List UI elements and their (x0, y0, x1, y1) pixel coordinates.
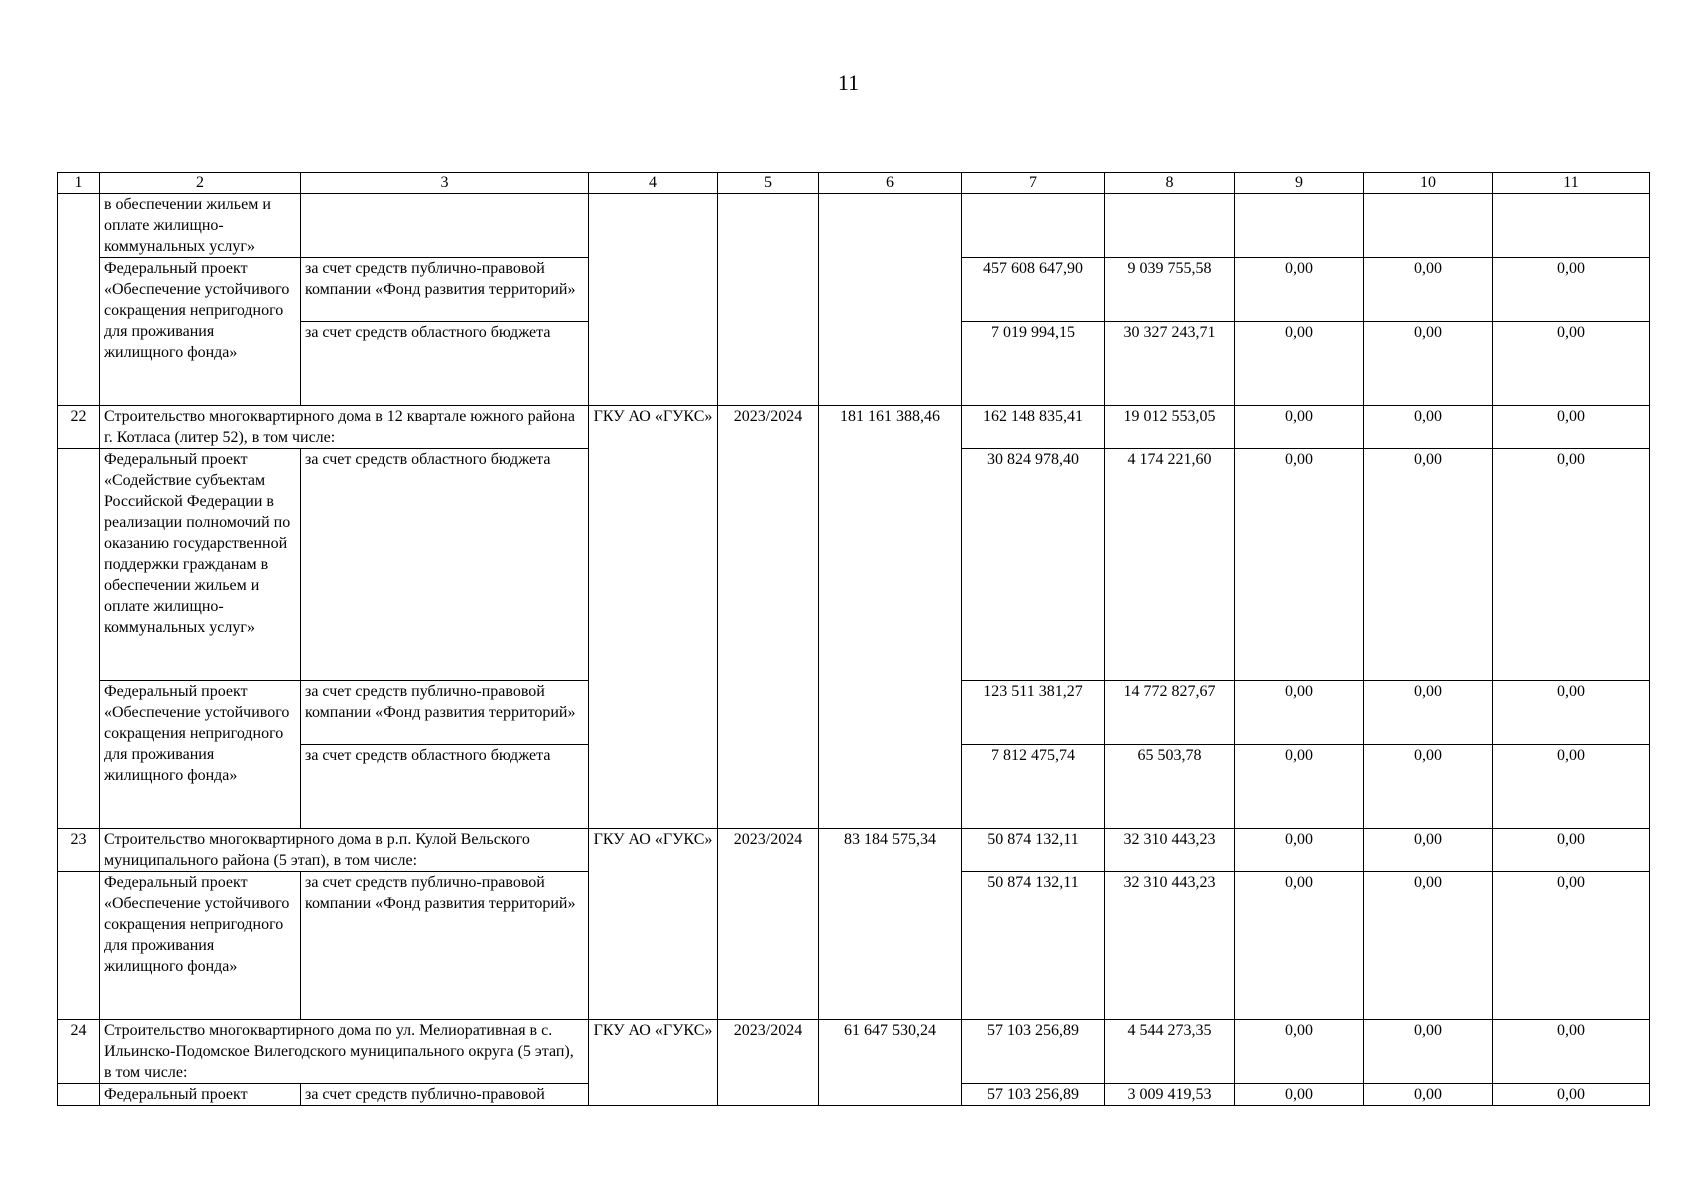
value-cell: 0,00 (1493, 406, 1650, 449)
value-cell: 0,00 (1493, 829, 1650, 872)
value-cell (1105, 194, 1235, 258)
col-header-10: 10 (1364, 173, 1493, 194)
period-cell: 2023/2024 (718, 829, 819, 1020)
value-cell (962, 194, 1105, 258)
value-cell: 0,00 (1235, 829, 1364, 872)
col-header-4: 4 (589, 173, 718, 194)
project-name-cell: в обеспечении жильем и оплате жилищно-коммунальных услуг» (100, 194, 301, 258)
row-number-cell: 23 (58, 829, 100, 872)
value-cell: 162 148 835,41 (962, 406, 1105, 449)
value-cell: 0,00 (1235, 681, 1364, 745)
value-cell (1364, 194, 1493, 258)
value-cell: 0,00 (1364, 406, 1493, 449)
row-number-cell (58, 194, 100, 406)
cost-cell (819, 194, 962, 406)
cost-cell: 181 161 388,46 (819, 406, 962, 829)
value-cell: 0,00 (1493, 258, 1650, 322)
row-number-cell (58, 449, 100, 829)
value-cell: 0,00 (1493, 681, 1650, 745)
value-cell: 0,00 (1235, 1020, 1364, 1084)
period-cell: 2023/2024 (718, 406, 819, 829)
value-cell: 9 039 755,58 (1105, 258, 1235, 322)
value-cell: 57 103 256,89 (962, 1084, 1105, 1106)
source-cell: за счет средств публично-правовой компании «Фонд развития территорий» (301, 258, 589, 322)
project-name-cell: Федеральный проект «Обеспечение устойчивого сокращения непригодного для проживания жилищного фонда» (100, 872, 301, 1020)
value-cell: 0,00 (1235, 1084, 1364, 1106)
value-cell: 32 310 443,23 (1105, 872, 1235, 1020)
page-number: 11 (837, 70, 860, 95)
value-cell: 0,00 (1364, 829, 1493, 872)
cost-cell: 61 647 530,24 (819, 1020, 962, 1106)
source-cell: за счет средств областного бюджета (301, 449, 589, 681)
value-cell: 50 874 132,11 (962, 829, 1105, 872)
source-cell (301, 194, 589, 258)
source-cell: за счет средств областного бюджета (301, 745, 589, 829)
value-cell: 0,00 (1364, 681, 1493, 745)
value-cell: 14 772 827,67 (1105, 681, 1235, 745)
value-cell: 4 174 221,60 (1105, 449, 1235, 681)
value-cell: 0,00 (1493, 1020, 1650, 1084)
project-name-cell: Федеральный проект «Содействие субъектам Российской Федерации в реализации полномочий по оказанию государственной поддержки гражданам в обеспечении жильем и оплате жилищно-коммунальных услуг» (100, 449, 301, 681)
value-cell: 50 874 132,11 (962, 872, 1105, 1020)
value-cell: 32 310 443,23 (1105, 829, 1235, 872)
value-cell: 0,00 (1493, 745, 1650, 829)
col-header-11: 11 (1493, 173, 1650, 194)
col-header-2: 2 (100, 173, 301, 194)
value-cell: 30 824 978,40 (962, 449, 1105, 681)
value-cell: 123 511 381,27 (962, 681, 1105, 745)
value-cell: 0,00 (1364, 258, 1493, 322)
customer-cell: ГКУ АО «ГУКС» (589, 406, 718, 829)
row-number-cell: 24 (58, 1020, 100, 1084)
customer-cell: ГКУ АО «ГУКС» (589, 1020, 718, 1106)
value-cell: 7 019 994,15 (962, 322, 1105, 406)
value-cell: 0,00 (1364, 1020, 1493, 1084)
value-cell: 0,00 (1493, 449, 1650, 681)
object-name-cell: Строительство многоквартирного дома в 12 квартале южного района г. Котласа (литер 52), в том числе: (100, 406, 589, 449)
col-header-9: 9 (1235, 173, 1364, 194)
value-cell: 0,00 (1364, 449, 1493, 681)
value-cell: 0,00 (1493, 872, 1650, 1020)
source-cell: за счет средств публично-правовой компании «Фонд развития территорий» (301, 681, 589, 745)
value-cell: 4 544 273,35 (1105, 1020, 1235, 1084)
value-cell: 65 503,78 (1105, 745, 1235, 829)
cost-cell: 83 184 575,34 (819, 829, 962, 1020)
value-cell (1493, 194, 1650, 258)
table-row (58, 194, 1650, 258)
value-cell: 0,00 (1493, 322, 1650, 406)
project-name-cell: Федеральный проект «Обеспечение устойчивого сокращения непригодного для проживания жилищного фонда» (100, 681, 301, 829)
value-cell: 0,00 (1493, 1084, 1650, 1106)
row-number-cell (58, 1084, 100, 1106)
col-header-1: 1 (58, 173, 100, 194)
col-header-7: 7 (962, 173, 1105, 194)
funding-table (57, 172, 1650, 1106)
period-cell (718, 194, 819, 406)
col-header-3: 3 (301, 173, 589, 194)
value-cell: 30 327 243,71 (1105, 322, 1235, 406)
table-row (58, 1020, 1650, 1084)
value-cell: 0,00 (1235, 449, 1364, 681)
value-cell: 0,00 (1235, 258, 1364, 322)
value-cell: 7 812 475,74 (962, 745, 1105, 829)
column-number-row (58, 173, 1650, 194)
value-cell: 0,00 (1364, 872, 1493, 1020)
object-name-cell: Строительство многоквартирного дома по ул. Мелиоративная в с. Ильинско-Подомское Вилегодского муниципального округа (5 этап), в том числе: (100, 1020, 589, 1084)
customer-cell (589, 194, 718, 406)
table-row (58, 829, 1650, 872)
object-name-cell: Строительство многоквартирного дома в р.п. Кулой Вельского муниципального района (5 этап), в том числе: (100, 829, 589, 872)
value-cell: 0,00 (1235, 872, 1364, 1020)
value-cell: 0,00 (1235, 745, 1364, 829)
value-cell: 0,00 (1235, 322, 1364, 406)
col-header-6: 6 (819, 173, 962, 194)
row-number-cell (58, 872, 100, 1020)
source-cell: за счет средств публично-правовой (301, 1084, 589, 1106)
value-cell: 19 012 553,05 (1105, 406, 1235, 449)
value-cell: 0,00 (1364, 322, 1493, 406)
customer-cell: ГКУ АО «ГУКС» (589, 829, 718, 1020)
row-number-cell: 22 (58, 406, 100, 449)
source-cell: за счет средств публично-правовой компании «Фонд развития территорий» (301, 872, 589, 1020)
value-cell: 0,00 (1364, 1084, 1493, 1106)
project-name-cell: Федеральный проект (100, 1084, 301, 1106)
value-cell (1235, 194, 1364, 258)
value-cell: 457 608 647,90 (962, 258, 1105, 322)
value-cell: 57 103 256,89 (962, 1020, 1105, 1084)
value-cell: 0,00 (1364, 745, 1493, 829)
col-header-5: 5 (718, 173, 819, 194)
table-row (58, 406, 1650, 449)
value-cell: 3 009 419,53 (1105, 1084, 1235, 1106)
project-name-cell: Федеральный проект «Обеспечение устойчивого сокращения непригодного для проживания жилищного фонда» (100, 258, 301, 406)
col-header-8: 8 (1105, 173, 1235, 194)
value-cell: 0,00 (1235, 406, 1364, 449)
period-cell: 2023/2024 (718, 1020, 819, 1106)
source-cell: за счет средств областного бюджета (301, 322, 589, 406)
